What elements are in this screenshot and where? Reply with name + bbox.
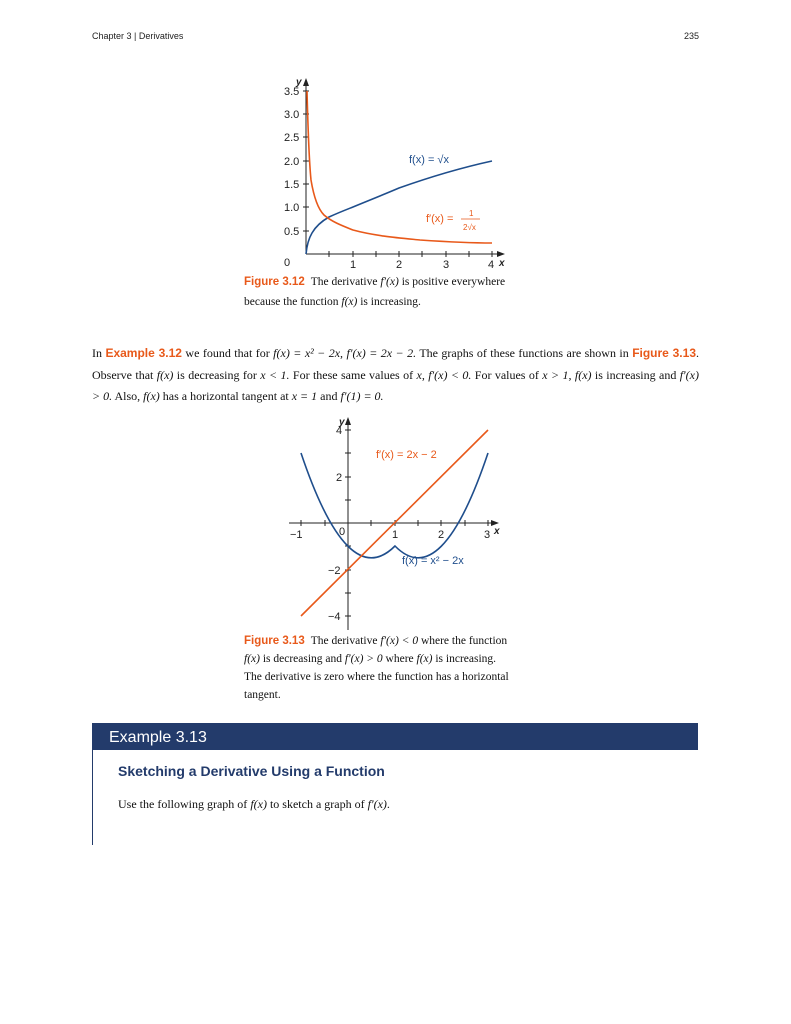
svg-text:2: 2 xyxy=(396,259,403,271)
svg-text:1: 1 xyxy=(350,259,357,271)
svg-text:2: 2 xyxy=(438,529,445,541)
svg-text:3.5: 3.5 xyxy=(284,86,300,98)
svg-text:−1: −1 xyxy=(290,529,303,541)
label-f-sqrt: f(x) = √x xyxy=(409,154,449,166)
example-header-bar xyxy=(92,723,698,750)
curve-parabola xyxy=(301,453,491,558)
svg-text:3: 3 xyxy=(484,529,491,541)
body-paragraph: In Example 3.12 we found that for f(x) = x² − 2x, f′(x) = 2x − 2. The graphs of these functions are shown in Figure 3.13. Observe that f(x) is decreasing for x < 1. For these same values of x, f′(x) < 0. For values of x > 1, f(x) is increasing and f′(x) > 0. Also, f(x) has a horizontal tangent at x = 1 and f′(1) = 0. xyxy=(92,346,699,403)
svg-text:0.5: 0.5 xyxy=(284,226,300,238)
example-body: Use the following graph of f(x) to sketch a graph of f′(x). xyxy=(118,797,390,811)
svg-text:3.0: 3.0 xyxy=(284,109,300,121)
label-f-prime-line: f′(x) = 2x − 2 xyxy=(376,449,437,461)
svg-text:0: 0 xyxy=(339,526,346,538)
chapter-header: Chapter 3 | Derivatives xyxy=(92,31,184,41)
svg-text:y: y xyxy=(339,417,345,428)
example-left-rule xyxy=(92,750,93,845)
page-number: 235 xyxy=(683,31,699,41)
figure-3-13-caption: Figure 3.13 The derivative f′(x) < 0 where the function f(x) is decreasing and f′(x) > 0 where f(x) is increasing. The derivative is zero where the function has a horizontal tangent. xyxy=(244,635,509,701)
label-f-prime-lhs: f′(x) = xyxy=(426,213,454,225)
figure-label: Figure 3.13 xyxy=(244,635,305,647)
example-title: Sketching a Derivative Using a Function xyxy=(118,763,385,779)
label-f-parabola: f(x) = x² − 2x xyxy=(402,555,464,567)
svg-text:4: 4 xyxy=(336,425,343,437)
svg-text:x: x xyxy=(494,526,500,537)
svg-text:4: 4 xyxy=(488,259,495,271)
link-figure-3-13[interactable]: Figure 3.13 xyxy=(632,346,696,360)
svg-text:2.5: 2.5 xyxy=(284,132,300,144)
svg-text:1: 1 xyxy=(469,209,474,218)
figure-label: Figure 3.12 xyxy=(244,276,305,288)
svg-text:2.0: 2.0 xyxy=(284,156,300,168)
svg-text:0: 0 xyxy=(284,257,291,269)
link-example-3-12[interactable]: Example 3.12 xyxy=(105,346,182,360)
svg-text:−2: −2 xyxy=(328,565,341,577)
svg-text:1.0: 1.0 xyxy=(284,202,300,214)
svg-text:2: 2 xyxy=(336,472,343,484)
svg-text:2√x: 2√x xyxy=(463,223,476,232)
svg-text:−4: −4 xyxy=(328,611,341,623)
svg-text:y: y xyxy=(296,77,302,88)
svg-text:3: 3 xyxy=(443,259,450,271)
example-number: Example 3.13 xyxy=(109,729,207,746)
svg-text:1.5: 1.5 xyxy=(284,179,300,191)
svg-text:x: x xyxy=(499,258,505,269)
svg-text:1: 1 xyxy=(392,529,399,541)
figure-3-12-caption: Figure 3.12 The derivative f′(x) is positive everywhere because the function f(x) is increasing. xyxy=(244,276,506,308)
